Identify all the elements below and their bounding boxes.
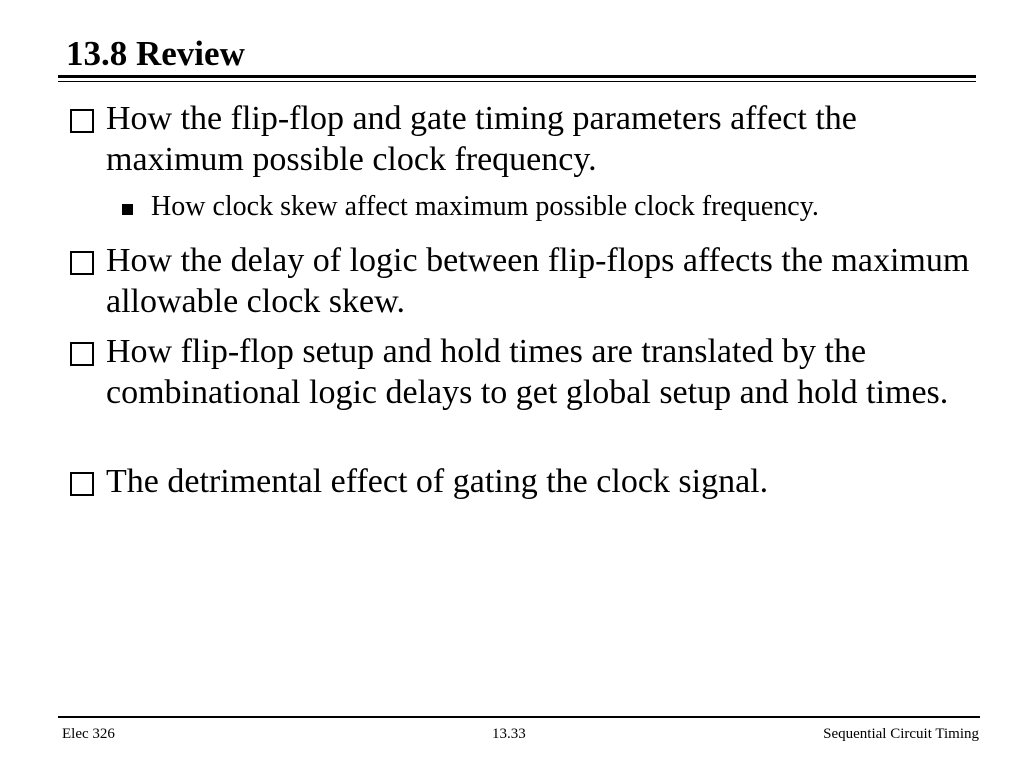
hollow-square-bullet-icon xyxy=(70,109,94,133)
bullet-item-3 xyxy=(70,331,976,413)
footer-topic: Sequential Circuit Timing xyxy=(823,726,979,742)
bullet-text: How the flip-flop and gate timing parameters affect the maximum possible clock frequency. xyxy=(106,100,857,178)
title-divider-thin xyxy=(58,81,976,82)
bullet-item-4 xyxy=(70,461,976,502)
hollow-square-bullet-icon xyxy=(70,472,94,496)
footer-divider xyxy=(58,716,980,718)
title-divider-thick xyxy=(58,75,976,78)
footer-course: Elec 326 xyxy=(62,726,115,742)
sub-bullet-item-1 xyxy=(122,189,819,225)
bullet-item-2 xyxy=(70,240,976,322)
slide-title: 13.8 Review xyxy=(66,34,245,73)
bullet-text: The detrimental effect of gating the clock signal. xyxy=(106,463,769,500)
hollow-square-bullet-icon xyxy=(70,342,94,366)
filled-square-bullet-icon xyxy=(122,204,133,215)
bullet-text: How the delay of logic between flip-flops affects the maximum allowable clock skew. xyxy=(106,242,970,320)
sub-bullet-text: How clock skew affect maximum possible clock frequency. xyxy=(151,191,819,222)
hollow-square-bullet-icon xyxy=(70,251,94,275)
footer-page-number: 13.33 xyxy=(492,726,526,742)
bullet-text: How flip-flop setup and hold times are translated by the combinational logic delays to get global setup and hold times. xyxy=(106,333,949,411)
bullet-item-1 xyxy=(70,98,976,180)
